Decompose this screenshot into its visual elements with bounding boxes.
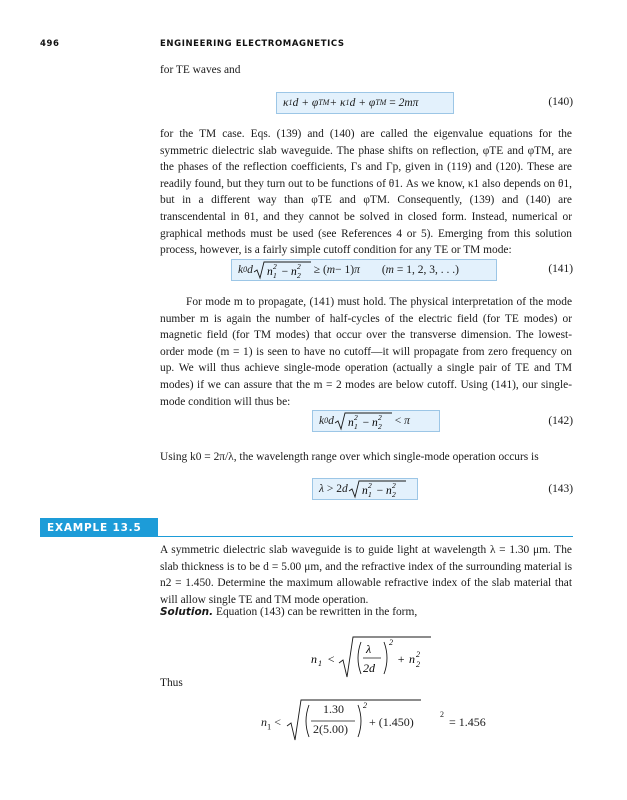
svg-text:1: 1: [272, 271, 277, 280]
sqrt-icon: [334, 411, 392, 431]
solution-text: Equation (143) can be rewritten in the form,: [216, 606, 418, 618]
sqrt-icon: [253, 260, 311, 280]
equation-140: κ 1 d + φ TM + κ 1 d + φ TM = 2mπ: [276, 92, 454, 114]
equation-141: k 0 d n 1 2 − n 2 2 ≥ ( m − 1) π ( m = 1, 2, 3, . . .): [231, 259, 497, 281]
svg-text:2: 2: [296, 271, 301, 280]
svg-text:n: n: [385, 485, 392, 497]
svg-text:2d: 2d: [363, 661, 375, 675]
svg-text:2: 2: [416, 660, 420, 669]
page-number: 496: [40, 39, 60, 49]
svg-text:2: 2: [391, 481, 396, 490]
svg-text:1: 1: [353, 422, 358, 431]
svg-text:+: +: [397, 652, 406, 666]
fraction-numerator: 1.30: [323, 702, 344, 716]
equation-number-141: (141): [548, 263, 573, 275]
svg-text:2: 2: [353, 413, 358, 422]
svg-text:<: <: [327, 652, 336, 666]
n2-term: + (1.450): [369, 715, 414, 729]
equation-142: k 0 d n 1 2 − n 2 2 < π: [312, 410, 440, 432]
solution-formula-graphic: [311, 633, 431, 681]
svg-text:2: 2: [272, 262, 277, 271]
svg-text:1: 1: [318, 659, 322, 668]
svg-text:n: n: [409, 652, 415, 666]
example-rule: [156, 536, 573, 537]
solution-line: [160, 606, 417, 618]
svg-text:2: 2: [391, 490, 396, 499]
svg-text:n: n: [311, 652, 317, 666]
paragraph-1: for the TM case. Eqs. (139) and (140) are called the eigenvalue equations for the symmetric dielectric slab waveguide. The phase shifts on reflection, φTE and φTM, are the phases of the reflection coefficients, Γs and Γp, given in (119) and (120). These are readily found, but they turn out to be functions of θ1. As we know, κ1 also depends on θ1, but in a different way than φTE and φTM. Consequently, (139) and (140) are transcendental in θ1, and they cannot be solved in closed form. Instead, numerical or graphical methods must be used (see References 4 or 5). Emerging from this solution process, however, is a fairly simple cutoff condition for any TE or TM mode:: [160, 128, 572, 257]
svg-text:2: 2: [416, 650, 420, 659]
svg-text:1: 1: [367, 490, 372, 499]
running-head: ENGINEERING ELECTROMAGNETICS: [160, 39, 345, 49]
paragraph-2: For mode m to propagate, (141) must hold. The physical interpretation of the mode number m is again the number of half-cycles of the electric field (for TE modes) or magnetic field (for TM modes) that occur over the transverse dimension. The lowest-order mode (m = 1) is seen to have no cutoff—it will propagate from zero frequency on up. We will thus achieve single-mode operation (actually a single pair of TE and TM modes) if we can assure that the m = 2 modes are below cutoff. Using (141), our single-mode condition will thus be:: [160, 296, 572, 408]
svg-text:2: 2: [389, 638, 393, 647]
example-problem: A symmetric dielectric slab waveguide is to guide light at wavelength λ = 1.30 μm. The slab thickness is to be d = 5.00 μm, and the refractive index of the surrounding material is n2 = 1.450. Determine the maximum allowable refractive index of the slab material that will allow single TE and TM mode operation.: [160, 544, 572, 606]
paragraph-3: Using k0 = 2π/λ, the wavelength range over which single-mode operation occurs is: [160, 451, 539, 463]
svg-text:−: −: [361, 417, 370, 429]
svg-text:n: n: [347, 417, 354, 429]
result-value: = 1.456: [449, 715, 486, 729]
svg-text:−: −: [375, 485, 384, 497]
svg-text:2: 2: [296, 262, 301, 271]
n2-exponent: 2: [440, 710, 444, 719]
svg-text:−: −: [280, 266, 289, 278]
example-divider: [156, 518, 158, 537]
thus-text: Thus: [160, 677, 183, 689]
solution-label: Solution.: [160, 606, 214, 618]
equation-143: λ > 2 d n 1 2 − n 2 2: [312, 478, 418, 500]
example-label: EXAMPLE 13.5: [40, 518, 156, 537]
svg-text:2: 2: [377, 422, 382, 431]
equation-number-142: (142): [548, 415, 573, 427]
svg-text:n: n: [361, 485, 368, 497]
solution-equation-1: [311, 633, 431, 685]
svg-text:2: 2: [367, 481, 372, 490]
svg-text:λ: λ: [366, 642, 372, 656]
svg-text:2: 2: [377, 413, 382, 422]
equation-number-143: (143): [548, 483, 573, 495]
svg-text:n: n: [371, 417, 378, 429]
equation-number-140: (140): [548, 96, 573, 108]
fraction-denominator: 2(5.00): [313, 722, 348, 736]
svg-text:2: 2: [363, 701, 367, 710]
svg-text:n: n: [266, 266, 273, 278]
sqrt-icon: [348, 479, 406, 499]
svg-text:n: n: [290, 266, 297, 278]
lead-text: for TE waves and: [160, 64, 241, 76]
